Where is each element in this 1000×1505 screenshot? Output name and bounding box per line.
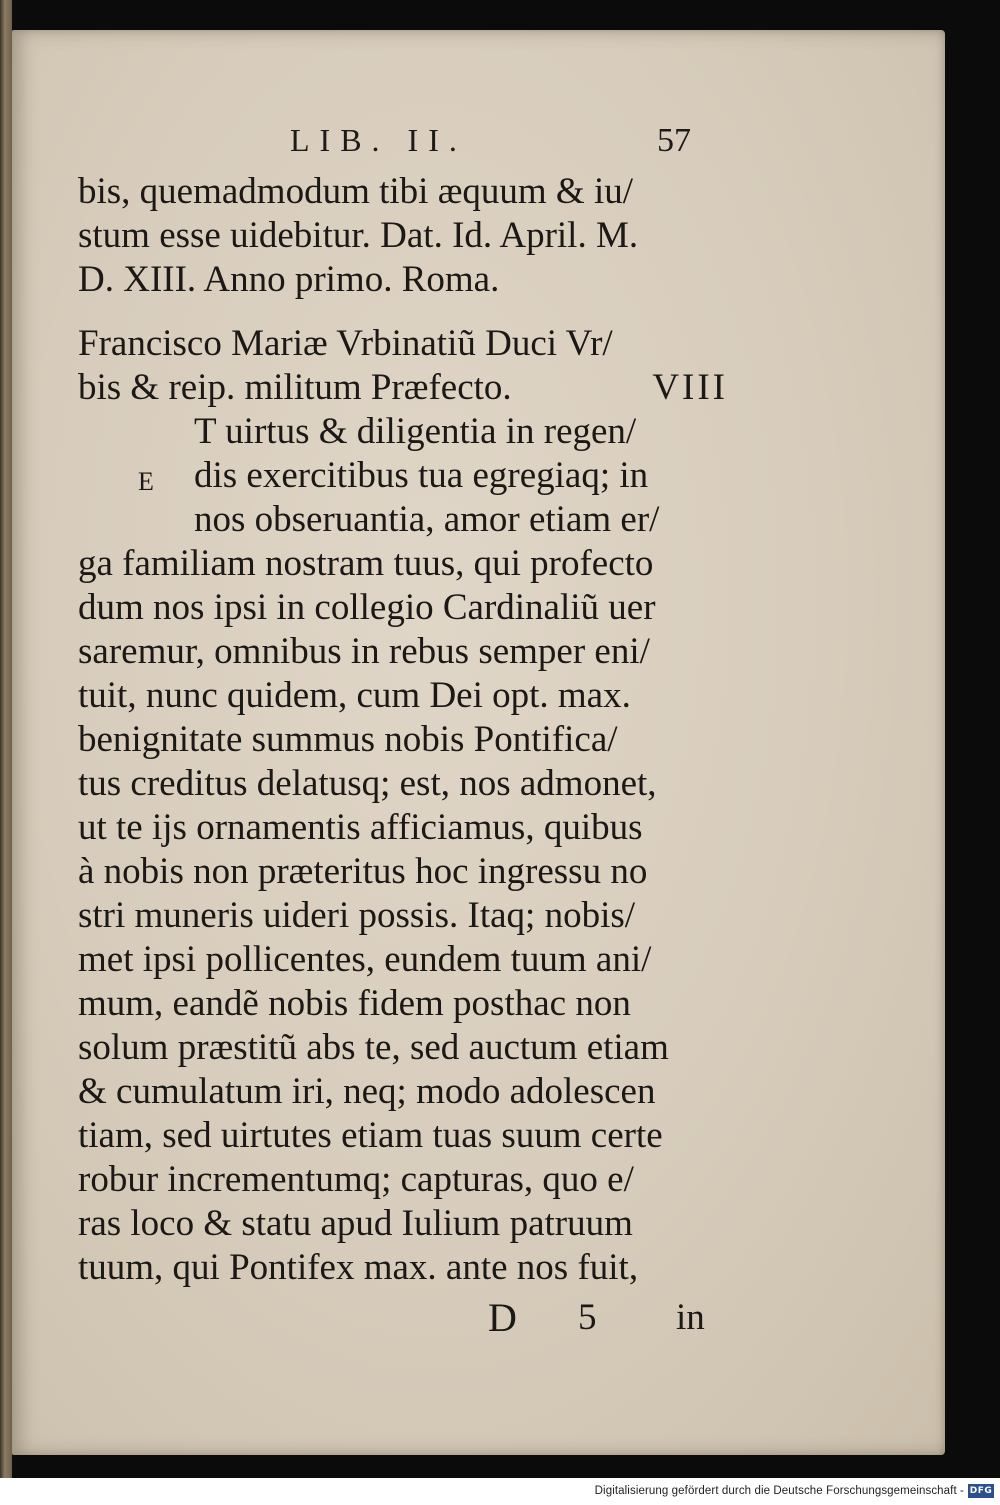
letter-heading [78,322,728,410]
text-line: nos obseruantia, amor etiam er/ [194,499,660,540]
text-line: stri muneris uideri possis. Itaq; nobis/ [78,895,636,936]
text-line: tuit, nunc quidem, cum Dei opt. max. [78,675,631,716]
funding-credit: Digitalisierung gefördert durch die Deutsche Forschungsgemeinschaft - [594,1485,964,1497]
text-line: & cumulatum iri, neq; modo adolescen [78,1071,656,1112]
heading-line: Francisco Mariæ Vrbinatiũ Duci Vr/ [78,323,613,364]
text-line: mum, eandẽ nobis fidem posthac non [78,983,631,1024]
text-line: benignitate summus nobis Pontifica/ [78,719,618,760]
text-line: tiam, sed uirtutes etiam tuas suum certe [78,1115,663,1156]
text-line: ut te ijs ornamentis afficiamus, quibus [78,807,643,848]
guide-initial-letter: E [138,467,156,496]
heading-line: bis & reip. militum Præfecto. [78,367,512,408]
dfg-logo-icon: DFG [969,1486,993,1496]
running-head [12,122,945,162]
paragraph-closing-letter [78,170,728,302]
footer-bar [0,1478,1000,1505]
text-line: à nobis non præteritus hoc ingressu no [78,851,648,892]
signature-letter: D [488,1295,517,1340]
opening-with-initial [78,410,728,542]
text-line: ras loco & statu apud Iulium patruum [78,1203,633,1244]
text-line: D. XIII. Anno primo. Roma. [78,259,500,300]
text-line: robur incrementumq; capturas, quo e/ [78,1159,634,1200]
text-line: solum præstitũ abs te, sed auctum etiam [78,1027,669,1068]
book-page [12,30,945,1455]
text-line: tuum, qui Pontifex max. ante nos fuit, [78,1247,639,1288]
running-head-book: LIB. II. [290,122,467,158]
book-spine [0,0,12,1478]
paragraph-main-letter [78,542,728,1290]
text-line: T uirtus & diligentia in regen/ [194,411,637,452]
text-line: dum nos ipsi in collegio Cardinaliũ uer [78,587,656,628]
letter-number: VIII [652,367,728,408]
text-block [78,170,728,1340]
text-line: tus creditus delatusq; est, nos admonet, [78,763,657,804]
text-line: saremur, omnibus in rebus semper eni/ [78,631,650,672]
catchword: in [676,1297,705,1338]
text-line: met ipsi pollicentes, eundem tuum ani/ [78,939,652,980]
text-line: ga familiam nostram tuus, qui profecto [78,543,654,584]
signature-catchword-line [78,1296,728,1340]
signature-number: 5 [578,1297,597,1338]
text-line: stum esse uidebitur. Dat. Id. April. M. [78,215,639,256]
text-line: dis exercitibus tua egregiaq; in [194,455,649,496]
folio-number: 57 [657,122,691,159]
text-line: bis, quemadmodum tibi æquum & iu/ [78,171,633,212]
